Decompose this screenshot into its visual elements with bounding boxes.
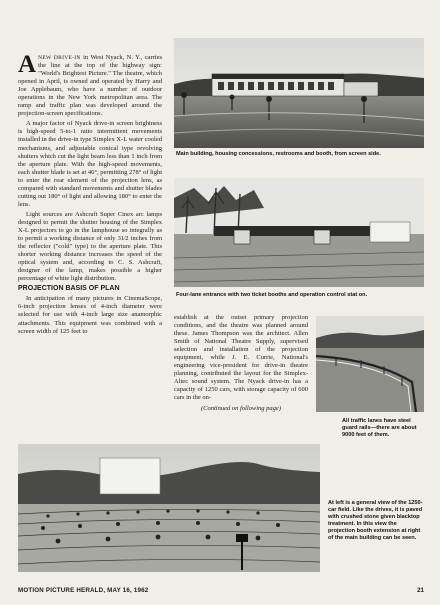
article-paragraph-4: In anticipation of many pictures in CinemaScope, 6-inch projection lenses of 4-inch diameter were selected for use with 4-inch large size anamorphic attachments. This equipment was combined with a screen width of 125 feet to xyxy=(18,295,162,335)
photo-general-view xyxy=(18,444,320,572)
section-heading: PROJECTION BASIS OF PLAN xyxy=(18,285,120,293)
photo-entrance xyxy=(174,178,424,287)
page-number: 21 xyxy=(417,587,424,594)
photo-main-building xyxy=(174,38,424,148)
caption-photo-4: At left is a general view of the 1250-car field. Like the drives, it is paved with crushed stone given blacktop treatment. In this view the projection booth extension at right of the main building can be seen. xyxy=(328,500,423,541)
guard-rails-image xyxy=(316,316,424,412)
publication-footer: MOTION PICTURE HERALD, MAY 16, 1962 xyxy=(18,587,149,594)
caption-photo-3: All traffic lanes have steel guard rails—there are about 9000 feet of them. xyxy=(342,418,417,438)
field-general-view-image xyxy=(18,444,320,572)
caption-photo-2: Four-lane entrance with two ticket booths and operation control stat on. xyxy=(176,292,368,298)
article-column-middle xyxy=(174,314,308,415)
article-column-left xyxy=(18,51,162,338)
main-building-image xyxy=(174,38,424,148)
photo-guard-rails xyxy=(316,316,424,412)
continued-note: (Continued on following page) xyxy=(201,404,281,412)
article-paragraph-3: Light sources are Ashcraft Super Cinex arc lamps designed to permit the shutter housing of the Simplex X-L projectors to go in the lamphouse so integrally as to permit a working distance of only 31⁄2 inches from the reflector ("cold" type) to the aperture plate. This shorter working distance increases the speed of the optical system and, according to C. S. Ashcraft, designer of the lamp, makes possible a higher percentage of white light distribution. xyxy=(18,210,162,283)
article-paragraph-5: establish at the outset primary projection conditions, and the theatre was planned around these. James Thompson was the architect. Allen Smith of National Theatre Supply, supervised selection and installation of the projection equipment, while J. E. Currie, National's engineering vice-president for drive-in theatre planning, contributed the layout for the Simplex-Altec sound system. The Nyack drive-in has a capacity of 1250 cars, with storage capacity of 600 cars in the on- xyxy=(174,314,308,402)
article-paragraph-2: A major factor of Nyack drive-in screen brightness is high-speed 5-to-1 ratio intermittent movements installed in the drive-in type Simplex X-L water cooled mechanisms, and adjustable conical type revolving shutters which cut the light beam less than 1 inch from the aperture plate. With the high-speed movements, each shutter blade is set at 46°, permitting 278° of light to enter the rear element of the projection lens, as compared with standard movements and shutter blades cutting out 180° of light and allowing 180° to enter the lens. xyxy=(18,120,162,208)
caption-photo-1: Main building, housing concessions, restrooms and booth, from screen side. xyxy=(176,151,381,157)
drop-cap: A xyxy=(18,51,37,78)
article-paragraph-1: ANEW DRIVE-IN in West Nyack, N. Y., carries the line at the top of the highway sign: "World's Brightest Picture." The theatre, which opened in April, is owned and operated by Harry and Joe Applebaum, who have a number of outdoor operations in the New York metropolitan area. The ramp and traffic plan was developed around the projection-screen specifications. xyxy=(18,51,162,118)
lead-in: NEW DRIVE-IN xyxy=(38,55,81,61)
entrance-image xyxy=(174,178,424,287)
